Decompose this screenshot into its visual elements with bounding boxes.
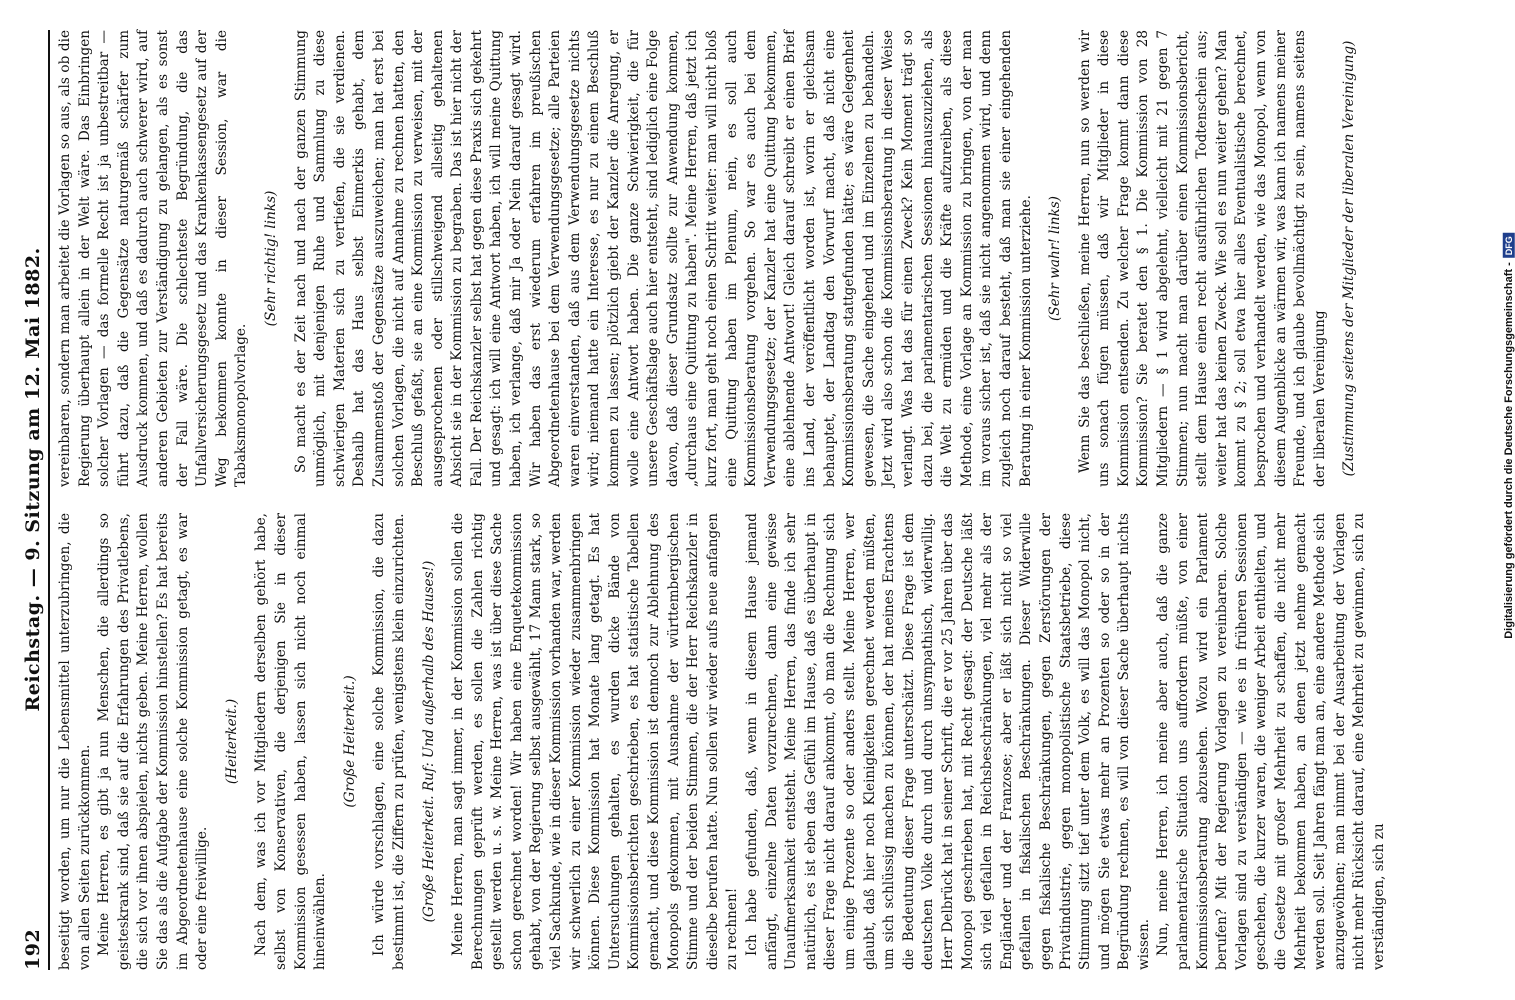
paragraph: Meine Herren, es gibt ja nun Menschen, die allerdings so geisteskrank sind, daß sie auf die Erfahrungen des Privatlebens, die sich vor ihnen abspielen, nichts geben. Meine Herren, wollen Sie das als die Aufgabe der Kommission hinstellen? Es hat bereits im Abgeordnetenhause eine solche Kommission getagt, es war oder eine freiwillige. <box>96 513 211 970</box>
paragraph: Wenn Sie das beschließen, meine Herren, nun so werden wir uns sonach fügen müssen, daß wir Mitglieder in diese Kommission entsenden. Zu welcher Frage kommt dann diese Kommission? Sie beratet den § 1. Die Kommission von 28 Mitgliedern — § 1 wird abgelehnt, vielleicht mit 21 gegen 7 Stimmen; nun macht man darüber einen Kommissionsbericht, stellt dem Hause einen recht ausführlichen Todtenschein aus; weiter hat das keinen Zweck. Wie soll es nun weiter gehen? Man kommt zu § 2; soll etwa hier alles Eventualistische berechnet, besprochen und verhandelt werden, wie das Monopol, wenn von diesem Augenblicke an wärmen wir, was kann ich namens meiner Freunde, und ich glaube bevollmächtigt zu sein, namens seitens der liberalen Vereinigung <box>1076 30 1328 487</box>
stage-direction: (Große Heiterkeit. Ruf: Und außerhalb des Hauses!) <box>420 560 437 923</box>
left-column <box>56 513 1390 970</box>
paragraph: Nun, meine Herren, ich meine aber auch, daß die ganze parlamentarische Situation uns auffordern müßte, von einer Kommissionsberatung abzusehen. Wozu wird ein Parlament berufen? Mit der Regierung Vorlagen zu vereinbaren. Solche Vorlagen sind zu verständigen — wie es in früheren Sessionen geschehen, die kurzer waren, die weniger Arbeit enthielten, und die Gesetze mit großer Mehrheit zu schaffen, die nicht mehr Mehrheit bekommen haben, an denen jetzt nehme gemacht werden soll. Seit Jahren fängt man an, eine andere Methode sich anzugewöhnen; man nimmt bei der Ausarbeitung der Vorlagen nicht mehr Rücksicht darauf, eine Mehrheit zu gewinnen, sich zu verständigen, sich zu <box>1155 513 1387 970</box>
stage-direction: (Heiterkeit.) <box>223 698 240 785</box>
stage-direction: (Sehr wahr! links) <box>1047 196 1064 321</box>
paragraph: Nach dem, was ich vor Mitgliedern derselben gehört habe, selbst von Konservativen, die derjenigen Sie in dieser Kommission gesessen haben, lassen sich nicht noch einmal hineinwählen. <box>253 513 329 970</box>
page-title: Reichstag. — 9. Sitzung am 12. Mai 1882. <box>22 247 44 712</box>
text-columns <box>56 30 1390 970</box>
dfg-logo: DFG <box>1503 233 1515 258</box>
paragraph: Meine Herren, man sagt immer, in der Kommission sollen die Berechnungen geprüft werden, es sollen die Zahlen richtig gestellt werden u. s. w. Meine Herren, was ist über diese Sache schon gerechnet worden! Wir haben eine Enquetekommission gehabt, von der Regierung selbst ausgewählt, 17 Mann stark, so viel Sachkunde, wie in dieser Kommission vorhanden war, werden wir schwerlich zu einer Kommission wieder zusammenbringen können. Diese Kommission hat Monate lang getagt. Es hat Untersuchungen gehalten, es wurden dicke Bände von Kommissionsberichten geschrieben, es hat statistische Tabellen gemacht, und diese Kommission ist dennoch zur Ablehnung des Monopols gekommen, mit Ausnahme der württembergischen Stimme und der beiden Stimmen, die der Herr Reichskanzler in dieselbe berufen hatte. Nun sollen wir wieder aufs neue anfangen zu rechnen! <box>450 513 741 970</box>
paragraph: vereinbaren, sondern man arbeitet die Vorlagen so aus, als ob die Regierung überhaupt allein in der Welt wäre. Das Einbringen solcher Vorlagen — das formelle Recht ist ja unbestreitbar — führt dazu, daß die Gegensätze naturgemäß schärfer zum Ausdruck kommen, und daß es dadurch auch schwerer wird, auf anderen Gebieten zur Verständigung zu gelangen, als es sonst der Fall wäre. Die schlechteste Begründung, die das Unfallversicherungsgesetz und das Krankenkassengesetz auf der Weg bekommen konnte in dieser Session, war die Tabaksmonopolvorlage. <box>57 30 250 487</box>
stage-direction: (Sehr richtig! links) <box>262 190 279 327</box>
page-header <box>18 30 50 970</box>
stage-direction: (Große Heiterkeit.) <box>341 675 358 808</box>
stage-direction: (Zustimmung seitens der Mitglieder der liberalen Vereinigung) <box>1341 40 1358 477</box>
paragraph: Ich würde vorschlagen, eine solche Kommission, die dazu bestimmt ist, die Ziffern zu prüfen, wenigstens klein einzurichten. <box>371 513 407 970</box>
right-column <box>56 30 1390 487</box>
dfg-credit <box>1400 0 1515 1000</box>
credit-text: Digitalisierung gefördert durch die Deutsche Forschungsgemeinschaft - <box>1503 262 1515 639</box>
page-number: 192 <box>22 928 44 970</box>
paragraph: beseitigt worden, um nur die Lebensmittel unterzubringen, die von allen Seiten zurückkommen. <box>57 513 93 970</box>
paragraph: Ich habe gefunden, daß, wenn in diesem Hause jemand anfängt, einzelne Daten vorzurechnen, dann eine gewisse Unaufmerksamkeit entsteht. Meine Herren, das finde ich sehr natürlich, es ist eben das Gefühl im Hause, daß es überhaupt in dieser Frage nicht darauf ankommt, ob man die Rechnung sich um einige Prozente so oder anders stellt. Meine Herren, wer glaubt, daß hier noch Kleinigkeiten gerechnet werden müßten, um sich schlüssig machen zu können, der hat meines Erachtens die Bedeutung dieser Frage unterschätzt. Diese Frage ist dem deutschen Volke durch und durch unsympathisch, widerwillig. Herr Delbrück hat in seiner Schrift, die er vor 25 Jahren über das Monopol geschrieben hat, mit Recht gesagt: der Deutsche läßt sich viel gefallen in Reichsbeschränkungen, viel mehr als der Engländer und der Franzose; aber er läßt sich nicht so viel gefallen in fiskalischen Beschränkungen. Dieser Widerwille gegen fiskalische Beschränkungen, gegen Zerstörungen der Privatindustrie, gegen monopolistische Staatsbetriebe, diese Stimmung sitzt tief unter dem Volk, es will das Monopol nicht, und mögen Sie etwas mehr an Prozenten so oder so in der Begründung rechnen, es will von dieser Sache überhaupt nichts wissen. <box>744 513 1152 970</box>
paragraph: So macht es der Zeit nach und nach der ganzen Stimmung unmöglich, mit denjenigen Ruhe und Sammlung zu diese schwierigen Materien sich zu vertiefen, die sie verdienen. Deshalb hat das Haus selbst Einmerkis gehabt, dem Zusammenstoß der Gegensätze auszuweichen; man hat erst bei solchen Vorlagen, die nicht auf Annahme zu rechnen hatten, den Beschluß gefaßt, sie an eine Kommission zu verweisen, mit der ausgesprochenen oder stillschweigend allseitig gehaltenen Absicht sie in der Kommission zu begraben. Das ist hier nicht der Fall. Der Reichskanzler selbst hat gegen diese Praxis sich gekehrt und gesagt: ich will eine Antwort haben, ich will meine Quittung haben, ich verlange, daß mir Ja oder Nein darauf gesagt wird. Wir haben das erst wiederum erfahren im preußischen Abgeordnetenhause bei dem Verwendungsgesetze; alle Parteien waren einverstanden, daß aus dem Verwendungsgesetze nichts wird; niemand hatte ein Interesse, es nur zu einem Beschluß kommen zu lassen; plötzlich giebt der Kanzler die Anregung, er wolle eine Antwort haben. Die ganze Schwierigkeit, die für unsere Geschäftslage auch hier entsteht, sind lediglich eine Folge davon, daß dieser Grundsatz sollte zur Anwendung kommen, „durchaus eine Quittung zu haben". Meine Herren, daß jetzt ich kurz fort, man geht noch einen Schritt weiter: man will nicht bloß eine Quittung haben im Plenum, nein, es soll auch Kommissionsberatung vorgehen. So war es auch bei dem Verwendungsgesetze; der Kanzler hat eine Quittung bekommen, eine ablehnende Antwort! Gleich darauf schreibt er einen Brief ins Land, der veröffentlicht worden ist, worin er gleichsam behauptet, der Landtag den Vorwurf macht, daß nicht eine Kommissionsberatung stattgefunden hätte; es wäre Gelegenheit gewesen, die Sache eingehend und im Einzelnen zu behandeln. Jetzt wird also schon die Kommissionsberatung in dieser Weise verlangt. Was hat das für einen Zweck? Kein Moment trägt so dazu bei, die parlamentarischen Sessionen hinauszuziehen, als die Welt zu ermüden und die Kräfte aufzureiben, als diese Methode, eine Vorlage an Kommission zu bringen, von der man im voraus sicher ist, daß sie nicht angenommen wird, und denn zugleich noch darauf besteht, daß man sie einer eingehenden Beratung in einer Kommission unterziehe. <box>292 30 1034 487</box>
